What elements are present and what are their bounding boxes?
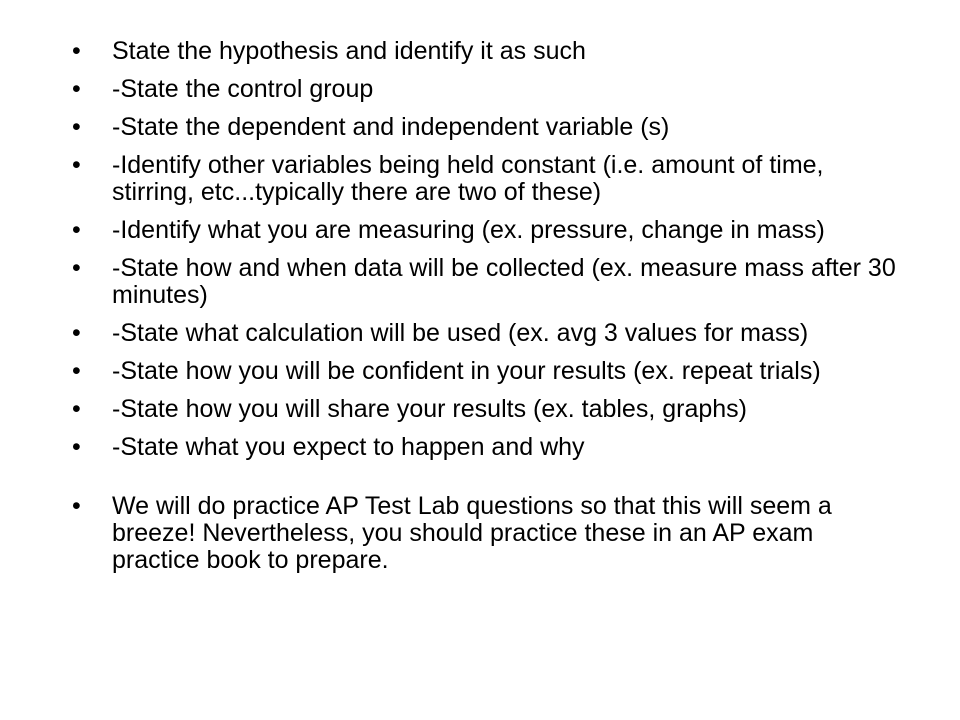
bullet-item-share-results bbox=[72, 396, 902, 423]
bullet-item-expectation bbox=[72, 434, 902, 461]
bullet-icon: • bbox=[72, 357, 81, 385]
bullet-icon: • bbox=[72, 319, 81, 347]
bullet-text: We will do practice AP Test Lab questions so that this will seem a breeze! Nevertheless, you should practice these in an AP exam practice book to prepare. bbox=[112, 492, 832, 574]
bullet-icon: • bbox=[72, 492, 81, 520]
bullet-item-control-group bbox=[72, 76, 902, 103]
bullet-item-confidence bbox=[72, 358, 902, 385]
bullet-item-constants bbox=[72, 152, 902, 206]
bullet-icon: • bbox=[72, 433, 81, 461]
bullet-text: -Identify other variables being held constant (i.e. amount of time, stirring, etc...typically there are two of these) bbox=[112, 151, 824, 206]
bullet-icon: • bbox=[72, 113, 81, 141]
bullet-icon: • bbox=[72, 37, 81, 65]
bullet-icon: • bbox=[72, 151, 81, 179]
bullet-icon: • bbox=[72, 216, 81, 244]
bullet-icon: • bbox=[72, 395, 81, 423]
bullet-icon: • bbox=[72, 75, 81, 103]
bullet-text: -Identify what you are measuring (ex. pressure, change in mass) bbox=[112, 216, 825, 244]
bullet-text: -State the dependent and independent variable (s) bbox=[112, 113, 670, 141]
bullet-text: -State how you will share your results (ex. tables, graphs) bbox=[112, 395, 747, 423]
bullet-item-measuring bbox=[72, 217, 902, 244]
bullet-text: -State what you expect to happen and why bbox=[112, 433, 585, 461]
bullet-icon: • bbox=[72, 254, 81, 282]
bullet-item-calculation bbox=[72, 320, 902, 347]
bullet-item-data-collection bbox=[72, 255, 902, 309]
bullet-item-hypothesis bbox=[72, 38, 902, 65]
bullet-text: -State how you will be confident in your results (ex. repeat trials) bbox=[112, 357, 821, 385]
bullet-text: -State what calculation will be used (ex. avg 3 values for mass) bbox=[112, 319, 809, 347]
bullet-item-variables bbox=[72, 114, 902, 141]
bullet-text: -State the control group bbox=[112, 75, 374, 103]
bullet-text: State the hypothesis and identify it as such bbox=[112, 37, 586, 65]
bullet-text: -State how and when data will be collected (ex. measure mass after 30 minutes) bbox=[112, 254, 896, 309]
bullet-list bbox=[72, 38, 902, 585]
bullet-item-practice-note bbox=[72, 493, 902, 574]
